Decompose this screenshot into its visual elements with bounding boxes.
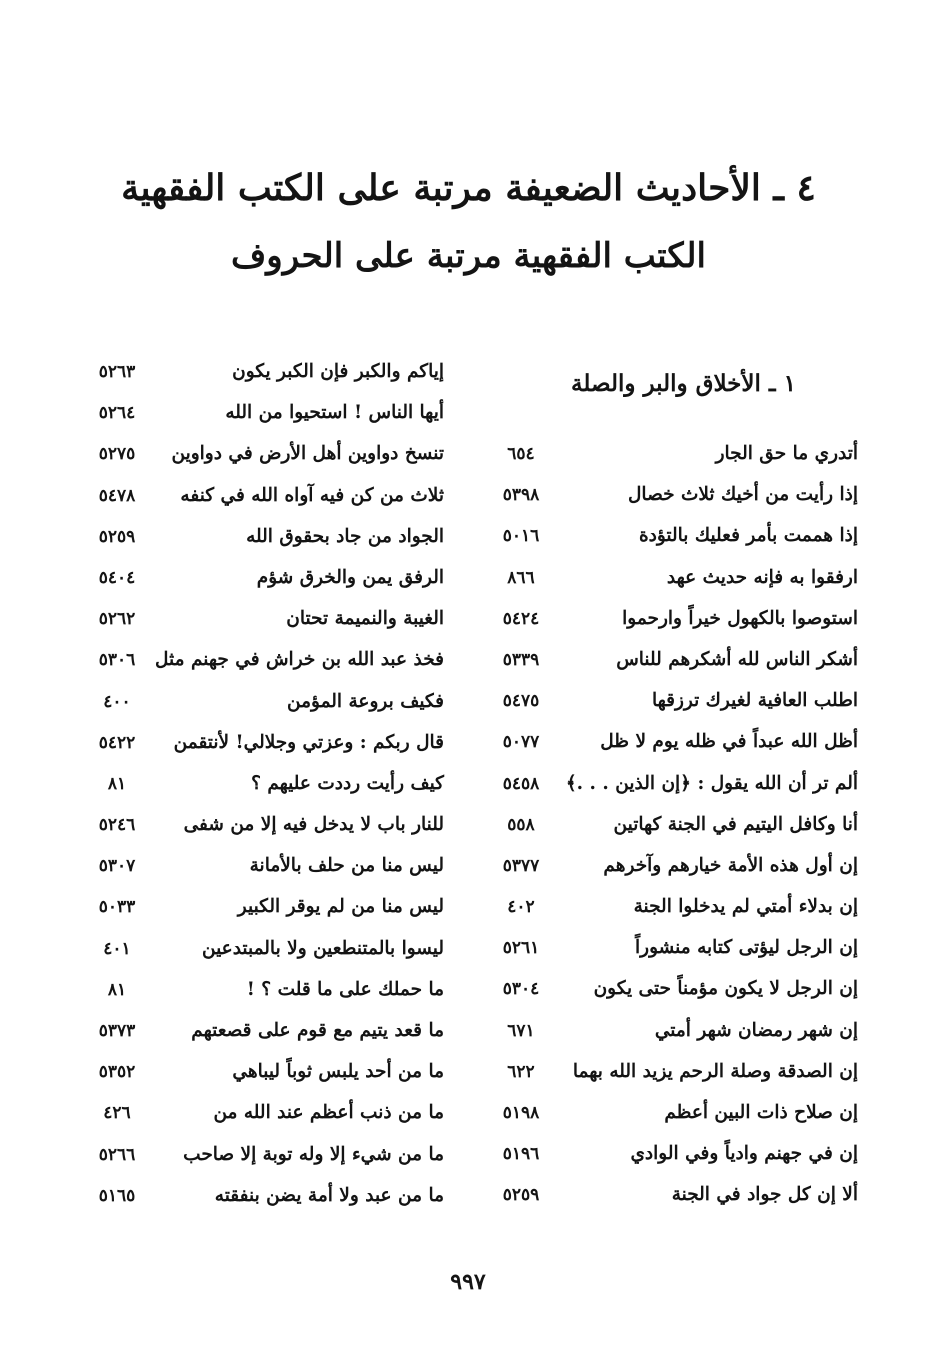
hadith-list-right [486, 436, 858, 1219]
hadith-entry [80, 684, 460, 725]
hadith-number: ٥٢٦٣ [98, 362, 136, 382]
hadith-text: ألا إن كل جواد في الجنة [671, 1184, 858, 1206]
hadith-entry [80, 1013, 460, 1054]
hadith-number: ٥٢٧٥ [98, 444, 136, 465]
hadith-text: إذا رأيت من أخيك ثلاث خصال [627, 484, 858, 506]
hadith-text: ما من ذنب أعظم عند الله من [213, 1102, 444, 1124]
hadith-number: ٥٤٥٨ [502, 773, 540, 794]
hadith-number: ٨٦٦ [507, 567, 535, 588]
hadith-number: ٨١ [107, 773, 127, 794]
hadith-text: اطلب العافية لغيرك ترزقها [651, 690, 858, 712]
hadith-text: ارفقوا به فإنه حديث عهد [666, 566, 858, 588]
hadith-text: إن صلاح ذات البين أعظم [664, 1102, 858, 1123]
hadith-text: الرفق يمن والخرق شؤم [256, 566, 444, 588]
hadith-number: ٥٥٨ [507, 814, 535, 835]
hadith-number: ٥١٩٦ [502, 1144, 540, 1165]
hadith-text: ألم تر أن الله يقول : ﴿إن الذين . . .﴾ [565, 772, 858, 794]
hadith-text: ثلاث من كن فيه آواه الله في كنفه [180, 484, 444, 506]
hadith-text: ما من شيء إلا وله توبة إلا صاحب [183, 1143, 444, 1165]
hadith-number: ٥٣٩٨ [502, 485, 540, 506]
hadith-number: ٤٠١ [103, 938, 131, 959]
hadith-entry [80, 642, 460, 683]
hadith-number: ٥٣٣٩ [502, 649, 540, 670]
hadith-entry [80, 889, 460, 930]
hadith-text: الغيبة والنميمة تحتان [286, 608, 444, 630]
hadith-text: إن في جهنم وادياً وفي الوادي [630, 1143, 858, 1165]
chapter-title: ٤ ـ الأحاديث الضعيفة مرتبة على الكتب الفقهية [121, 167, 816, 209]
hadith-text: ليسوا بالمتنطعين ولا بالمبتدعين [202, 937, 444, 959]
hadith-number: ٦٢٢ [507, 1061, 535, 1082]
hadith-entry [80, 478, 460, 519]
hadith-text: للنار باب لا يدخل فيه إلا من شفى [183, 814, 444, 836]
hadith-number: ٥٠٧٧ [502, 732, 540, 753]
hadith-number: ٥٤٢٢ [98, 732, 136, 753]
hadith-entry [80, 766, 460, 807]
hadith-entry [486, 971, 858, 1012]
hadith-entry [80, 1054, 460, 1095]
hadith-entry [486, 560, 858, 601]
hadith-text: إن الصدقة وصلة الرحم يزيد الله بهما [572, 1060, 858, 1082]
hadith-list-left [80, 354, 460, 1219]
hadith-text: أيها الناس ! استحيوا من الله [225, 402, 444, 424]
hadith-text: ليس منا من حلف بالأمانة [249, 855, 444, 877]
hadith-entry [80, 560, 460, 601]
hadith-number: ٥٢٥٩ [98, 526, 136, 547]
hadith-entry [486, 724, 858, 765]
hadith-entry [486, 1136, 858, 1177]
hadith-number: ٥٣٥٢ [98, 1062, 136, 1083]
hadith-entry [486, 848, 858, 889]
hadith-entry [486, 1177, 858, 1218]
hadith-number: ٥٣٠٤ [502, 979, 540, 1000]
hadith-entry [486, 766, 858, 807]
page-number: ٩٩٧ [450, 1269, 486, 1295]
hadith-entry [80, 519, 460, 560]
hadith-text: إن شهر رمضان شهر أمتي [654, 1019, 858, 1041]
hadith-entry [486, 807, 858, 848]
chapter-subtitle: الكتب الفقهية مرتبة على الحروف [231, 236, 706, 276]
hadith-entry [80, 807, 460, 848]
hadith-number: ٥٤٧٨ [98, 485, 136, 506]
hadith-text: أنا وكافل اليتيم في الجنة كهاتين [613, 813, 858, 835]
hadith-number: ٥٢٦١ [502, 938, 540, 959]
hadith-number: ٥٤٢٤ [502, 608, 540, 629]
hadith-entry [80, 395, 460, 436]
hadith-entry [80, 725, 460, 766]
hadith-number: ٥٢٤٦ [98, 815, 136, 836]
hadith-text: إياكم والكبر فإن الكبر يكون [232, 361, 444, 382]
hadith-number: ٥٤٧٥ [502, 691, 540, 712]
hadith-text: فكيف بروعة المؤمن [287, 690, 444, 712]
hadith-entry [80, 848, 460, 889]
hadith-text: تنسخ دواوين أهل الأرض في دواوين [171, 443, 444, 465]
hadith-entry [486, 683, 858, 724]
hadith-number: ٥٣٧٣ [98, 1021, 136, 1041]
hadith-number: ٥٣٠٦ [98, 650, 136, 671]
hadith-entry [486, 889, 858, 930]
hadith-entry [486, 1095, 858, 1136]
hadith-text: أشكر الناس لله أشكرهم للناس [616, 648, 858, 670]
hadith-number: ٤٠٢ [507, 897, 535, 918]
hadith-entry [486, 1013, 858, 1054]
hadith-number: ٤٠٠ [103, 691, 131, 712]
hadith-number: ٥٢٥٩ [502, 1185, 540, 1206]
hadith-text: ما من أحد يلبس ثوباً ليباهي [232, 1061, 444, 1083]
hadith-entry [486, 1054, 858, 1095]
hadith-number: ٦٧١ [507, 1020, 535, 1041]
hadith-number: ٤٢٦ [103, 1103, 131, 1124]
hadith-number: ٥٢٦٤ [98, 403, 136, 424]
hadith-number: ٥٣٧٧ [502, 855, 540, 876]
hadith-entry [80, 1137, 460, 1178]
hadith-text: إن الرجل ليؤتى كتابه منشوراً [635, 937, 858, 959]
hadith-text: ما حملك على ما قلت ؟ ! [246, 978, 444, 1000]
hadith-entry [80, 931, 460, 972]
hadith-entry [486, 518, 858, 559]
hadith-text: ما من عبد ولا أمة يضن بنفقته [214, 1184, 444, 1206]
hadith-entry [486, 642, 858, 683]
hadith-number: ٥٢٦٦ [98, 1144, 136, 1165]
hadith-number: ٥١٩٨ [502, 1103, 540, 1123]
hadith-number: ٥٠١٦ [502, 526, 540, 547]
hadith-number: ٥٠٣٣ [98, 897, 136, 918]
hadith-entry [80, 354, 460, 395]
hadith-entry [80, 1178, 460, 1219]
hadith-text: إن بدلاء أمتي لم يدخلوا الجنة [633, 896, 858, 918]
hadith-text: الجواد من جاد بحقوق الله [246, 525, 444, 547]
hadith-text: ليس منا من لم يوقر الكبير [237, 896, 444, 918]
hadith-number: ٦٥٤ [507, 444, 535, 464]
hadith-text: استوصوا بالكهول خيراً وارحموا [622, 607, 858, 629]
hadith-text: أظل الله عبداً في ظله يوم لا ظل [600, 731, 858, 753]
hadith-number: ٥٢٦٢ [98, 609, 136, 630]
hadith-entry [486, 436, 858, 477]
hadith-text: قال ربكم : وعزتي وجلالي! لأنتقمن [173, 731, 444, 753]
hadith-text: كيف رأيت رددت عليهم ؟ [251, 772, 444, 794]
section-heading: ١ ـ الأخلاق والبر والصلة [571, 370, 796, 397]
hadith-number: ٥٣٠٧ [98, 856, 136, 877]
hadith-text: إن الرجل لا يكون مؤمناً حتى يكون [593, 978, 858, 1000]
hadith-text: ما قعد يتيم مع قوم على قصعتهم [191, 1020, 444, 1041]
hadith-entry [80, 972, 460, 1013]
hadith-text: إذا هممت بأمر فعليك بالتؤدة [638, 525, 858, 547]
hadith-entry [486, 930, 858, 971]
hadith-entry [80, 1095, 460, 1136]
hadith-text: فخذ عبد الله بن خراش في جهنم مثل [155, 649, 444, 671]
hadith-number: ٥١٦٥ [98, 1185, 136, 1206]
hadith-number: ٥٤٠٤ [98, 567, 136, 588]
hadith-text: إن أول هذه الأمة خيارهم وآخرهم [603, 854, 858, 876]
hadith-entry [80, 436, 460, 477]
hadith-entry [486, 477, 858, 518]
hadith-entry [486, 601, 858, 642]
hadith-number: ٨١ [107, 979, 127, 1000]
hadith-entry [80, 601, 460, 642]
hadith-text: أتدري ما حق الجار [715, 443, 858, 464]
